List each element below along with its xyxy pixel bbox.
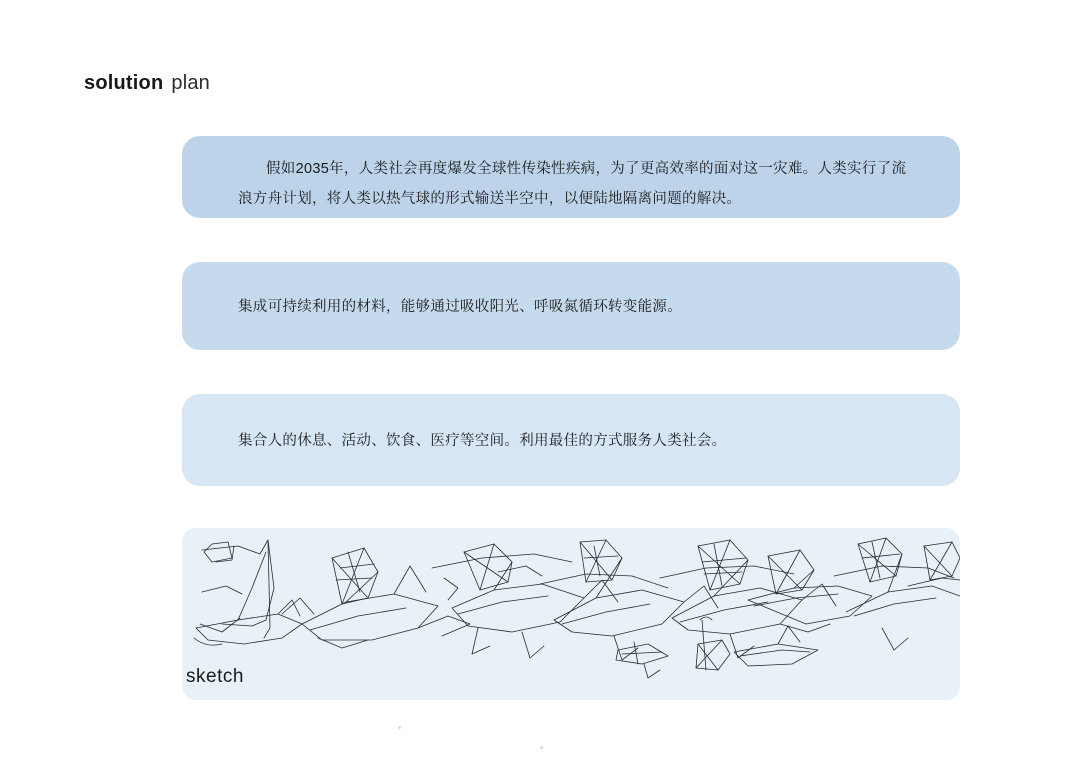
sketch-panel [182, 528, 960, 700]
footer-dot [540, 746, 543, 749]
card-text: 集合人的休息、活动、饮食、医疗等空间。利用最佳的方式服务人类社会。 [238, 433, 727, 449]
page-title [84, 72, 210, 95]
text-card-function [182, 394, 960, 486]
sketch-drawing-icon [182, 528, 960, 700]
footer-dot [398, 726, 401, 729]
text-card-scenario [182, 136, 960, 218]
card-text: 假如2035年，人类社会再度爆发全球性传染性疾病，为了更高效率的面对这一灾难。人类实行了流浪方舟计划，将人类以热气球的形式输送半空中，以便陆地隔离问题的解决。 [238, 161, 907, 207]
sketch-label: sketch [186, 666, 244, 687]
text-card-material [182, 262, 960, 350]
page-title-light: plan [171, 72, 210, 94]
card-text: 集成可持续利用的材料，能够通过吸收阳光、呼吸氮循环转变能源。 [238, 299, 682, 315]
page-title-bold: solution [84, 72, 164, 94]
